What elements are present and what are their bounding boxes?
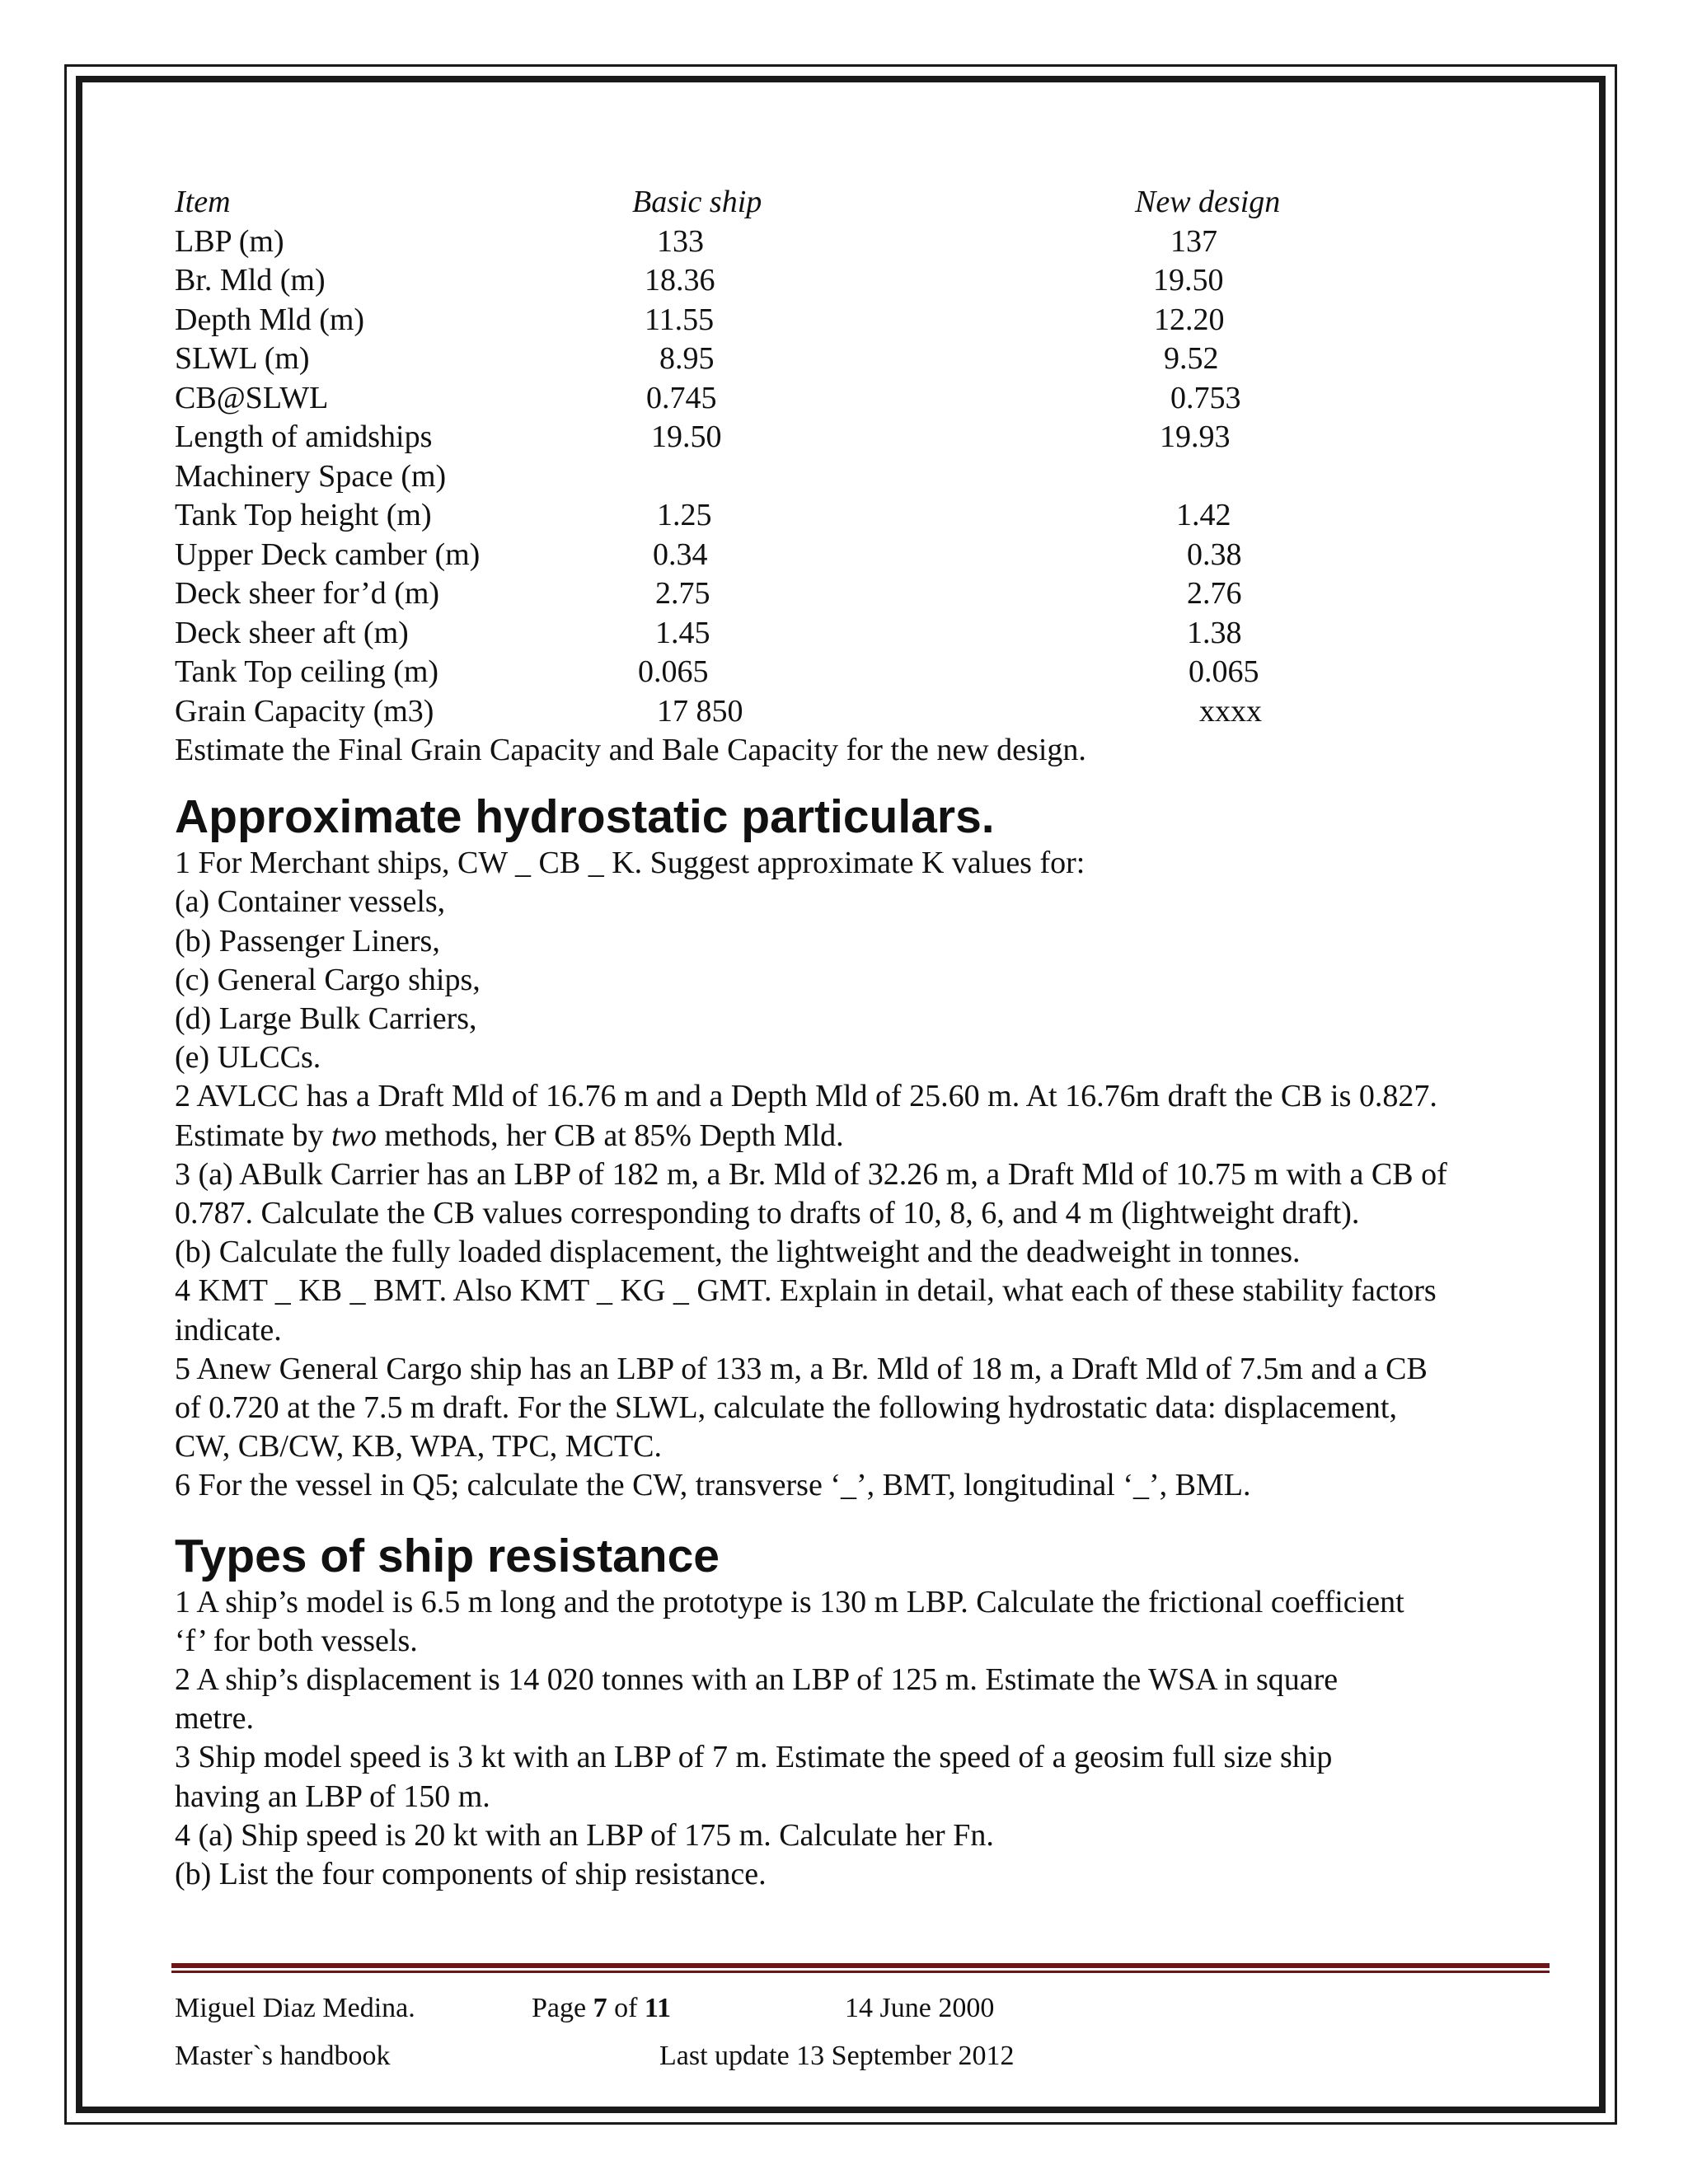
row-label: Length of amidships xyxy=(175,419,433,454)
row-label: Deck sheer for’d (m) xyxy=(175,576,440,611)
row-basic-value: 11.55 xyxy=(645,302,715,337)
row-basic-value: 8.95 xyxy=(659,341,715,376)
row-label: SLWL (m) xyxy=(175,341,310,376)
row-basic-value: 1.45 xyxy=(655,615,710,650)
question-line: 0.787. Calculate the CB values corresponding to drafts of 10, 8, 6, and 4 m (lightweight draft). xyxy=(175,1196,1360,1231)
row-new-value: 1.38 xyxy=(1187,615,1242,650)
table-header-row xyxy=(175,183,1543,223)
header-basic-ship: Basic ship xyxy=(632,185,762,219)
row-label: Br. Mld (m) xyxy=(175,263,326,298)
row-new-value: 137 xyxy=(1170,223,1217,259)
table-row xyxy=(175,496,1543,536)
table-row xyxy=(175,418,1543,457)
resistance-questions xyxy=(175,1583,1543,1895)
question-line: (a) Container vessels, xyxy=(175,884,446,920)
table-row xyxy=(175,457,1543,497)
row-label: Machinery Space (m) xyxy=(175,458,447,494)
question-line: 4 KMT _ KB _ BMT. Also KMT _ KG _ GMT. Explain in detail, what each of these stability factors xyxy=(175,1273,1437,1309)
question-line: (d) Large Bulk Carriers, xyxy=(175,1001,477,1037)
footer-author: Miguel Diaz Medina. xyxy=(175,1993,415,2023)
row-label: Tank Top height (m) xyxy=(175,498,432,532)
hydrostatic-questions xyxy=(175,844,1543,1505)
row-basic-value: 1.25 xyxy=(657,498,712,532)
row-new-value: 19.50 xyxy=(1153,263,1224,298)
row-new-value: 9.52 xyxy=(1164,341,1219,376)
question-line: 3 Ship model speed is 3 kt with an LBP of 7 m. Estimate the speed of a geosim full size ship xyxy=(175,1740,1333,1775)
question-line: 2 A ship’s displacement is 14 020 tonnes with an LBP of 125 m. Estimate the WSA in square xyxy=(175,1662,1339,1698)
row-new-value: 1.42 xyxy=(1176,498,1231,532)
question-line: 4 (a) Ship speed is 20 kt with an LBP of 175 m. Calculate her Fn. xyxy=(175,1817,994,1853)
row-new-value: 0.753 xyxy=(1170,380,1241,415)
table-row xyxy=(175,379,1543,419)
row-basic-value: 17 850 xyxy=(657,693,743,729)
footer-book-title: Master`s handbook xyxy=(175,2041,391,2071)
table-row xyxy=(175,614,1543,654)
table-row xyxy=(175,574,1543,614)
row-new-value: 12.20 xyxy=(1154,302,1225,337)
q2b-emphasis: two xyxy=(331,1118,377,1153)
q2b-pre: Estimate by xyxy=(175,1118,331,1153)
row-basic-value: 19.50 xyxy=(651,419,722,454)
q2b-post: methods, her CB at 85% Depth Mld. xyxy=(376,1118,844,1153)
row-basic-value: 2.75 xyxy=(655,576,710,611)
row-new-value: 19.93 xyxy=(1160,419,1231,454)
table-row xyxy=(175,653,1543,692)
row-label: Tank Top ceiling (m) xyxy=(175,654,439,689)
footer-page-of: of xyxy=(607,1993,645,2023)
footer-last-update: Last update 13 September 2012 xyxy=(659,2041,1015,2071)
row-new-value: 2.76 xyxy=(1187,576,1242,611)
section-heading-hydrostatic: Approximate hydrostatic particulars. xyxy=(175,790,995,844)
table-row xyxy=(175,223,1543,262)
row-label: Depth Mld (m) xyxy=(175,302,365,337)
row-basic-value: 133 xyxy=(657,223,704,259)
question-line: 5 Anew General Cargo ship has an LBP of 133 m, a Br. Mld of 18 m, a Draft Mld of 7.5m and a CB xyxy=(175,1351,1428,1386)
section-heading-resistance: Types of ship resistance xyxy=(175,1529,720,1582)
question-line: (b) Passenger Liners, xyxy=(175,923,440,958)
row-basic-value: 0.745 xyxy=(646,380,717,415)
table-note: Estimate the Final Grain Capacity and Bale Capacity for the new design. xyxy=(175,733,1086,767)
question-line: (b) List the four components of ship resistance. xyxy=(175,1857,767,1892)
question-line: (e) ULCCs. xyxy=(175,1040,321,1076)
page-content xyxy=(175,183,1543,1894)
footer-divider-thick xyxy=(171,1963,1550,1968)
row-basic-value: 0.065 xyxy=(638,654,709,689)
question-line: CW, CB/CW, KB, WPA, TPC, MCTC. xyxy=(175,1429,662,1465)
particulars-table xyxy=(175,183,1543,770)
table-row xyxy=(175,340,1543,379)
table-row xyxy=(175,692,1543,732)
question-line: metre. xyxy=(175,1701,255,1736)
row-label: Upper Deck camber (m) xyxy=(175,537,481,572)
question-line: ‘f’ for both vessels. xyxy=(175,1623,418,1658)
row-new-value: 0.38 xyxy=(1187,537,1242,572)
footer-page-current: 7 xyxy=(593,1993,607,2023)
footer-divider xyxy=(171,1963,1550,1975)
row-label: Deck sheer aft (m) xyxy=(175,615,409,650)
footer-divider-thin xyxy=(171,1971,1550,1973)
question-line: 1 For Merchant ships, CW _ CB _ K. Suggest approximate K values for: xyxy=(175,846,1085,881)
table-row xyxy=(175,261,1543,301)
question-line: (c) General Cargo ships, xyxy=(175,962,481,997)
question-line: having an LBP of 150 m. xyxy=(175,1779,490,1814)
row-label: Grain Capacity (m3) xyxy=(175,693,434,729)
row-new-value: xxxx xyxy=(1199,693,1262,729)
header-item: Item xyxy=(175,185,231,219)
question-line: 1 A ship’s model is 6.5 m long and the prototype is 130 m LBP. Calculate the frictional coefficient xyxy=(175,1584,1404,1619)
footer-page-prefix: Page xyxy=(532,1993,593,2023)
table-row xyxy=(175,536,1543,575)
row-label: CB@SLWL xyxy=(175,380,329,415)
question-line: 6 For the vessel in Q5; calculate the CW, transverse ‘_’, BMT, longitudinal ‘_’, BML. xyxy=(175,1468,1251,1503)
row-basic-value: 18.36 xyxy=(645,263,715,298)
header-new-design: New design xyxy=(1135,185,1281,219)
question-line: indicate. xyxy=(175,1312,282,1347)
question-line: 3 (a) ABulk Carrier has an LBP of 182 m, a Br. Mld of 32.26 m, a Draft Mld of 10.75 m with a CB of xyxy=(175,1156,1447,1192)
footer-page-number xyxy=(532,1993,671,2024)
question-line-q2b xyxy=(175,1117,1543,1155)
question-line: 2 AVLCC has a Draft Mld of 16.76 m and a Depth Mld of 25.60 m. At 16.76m draft the CB is 0.827. xyxy=(175,1079,1437,1114)
row-basic-value: 0.34 xyxy=(653,537,708,572)
footer-page-total: 11 xyxy=(644,1993,672,2023)
table-row xyxy=(175,301,1543,340)
question-line: (b) Calculate the fully loaded displacement, the lightweight and the deadweight in tonnes. xyxy=(175,1235,1301,1270)
row-label: LBP (m) xyxy=(175,223,284,259)
row-new-value: 0.065 xyxy=(1189,654,1259,689)
question-line: of 0.720 at the 7.5 m draft. For the SLWL, calculate the following hydrostatic data: displacement, xyxy=(175,1390,1397,1426)
footer-date: 14 June 2000 xyxy=(845,1993,995,2023)
